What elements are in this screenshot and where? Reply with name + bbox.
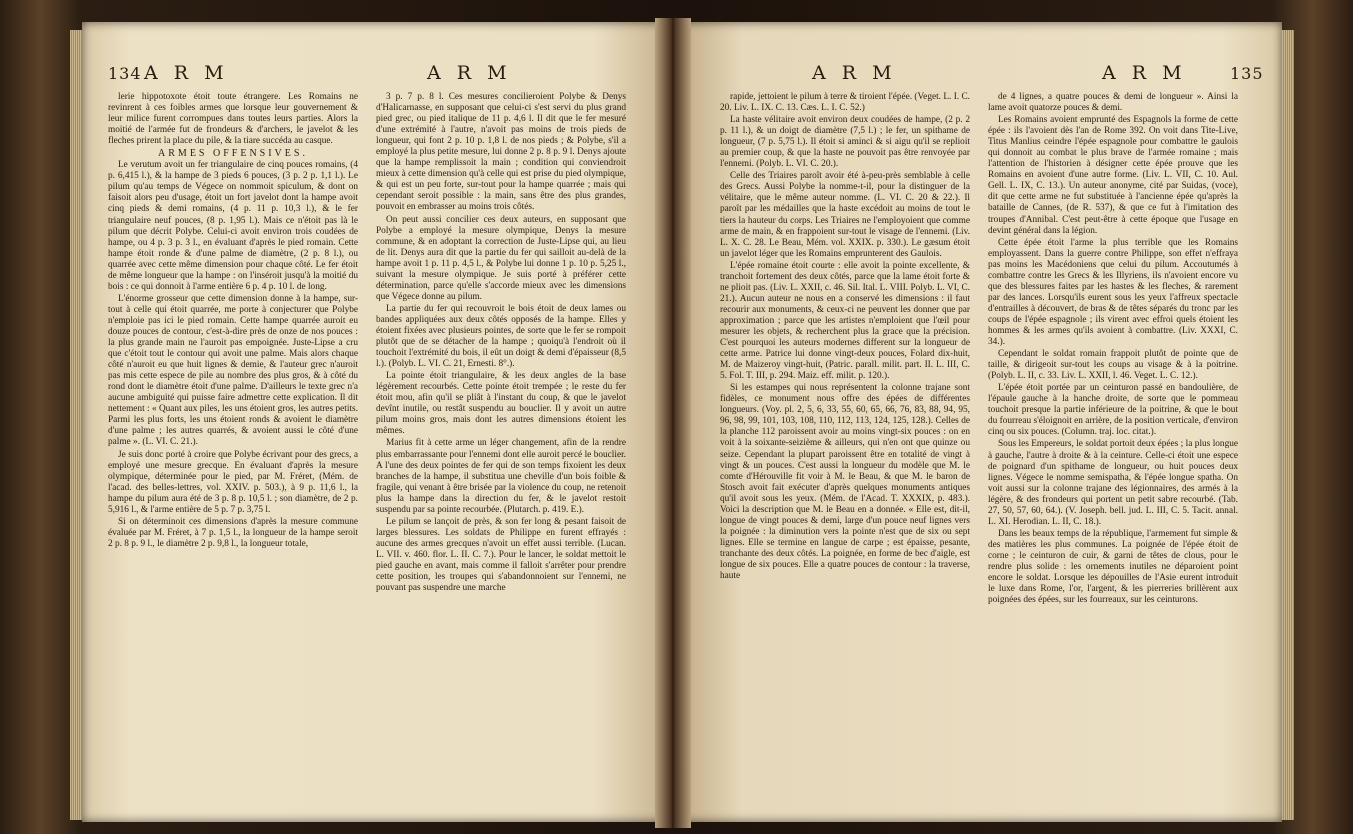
paragraph: L'épée étoit portée par un ceinturon passé en bandoulière, de l'épaule gauche à la hanche droite, de sorte que le pommeau touchoit presque la partie inférieure de la poitrine, & que le bout du fourreau s'éloignoit en arrière, de la position verticale, d'environ cinq ou six pouces. (Column. traj. loc. citat.).	[988, 383, 1238, 438]
paragraph: Marius fit à cette arme un léger changement, afin de la rendre plus embarrassante pour l'ennemi dont elle auroit percé le bouclier. A l'une des deux pointes de fer qui de son temps fixoient les deux branches de la hampe, il substitua une cheville d'un bois foible & fragile, qui venant à être brisée par la violence du coup, ne retenoit plus la hampe dans la direction du fer, & le javelot restoit suspendu par sa pointe recourbée. (Plutarch. p. 419. E.).	[376, 438, 626, 515]
left-page-number: 134	[108, 64, 142, 83]
paragraph: de 4 lignes, a quatre pouces & demi de longueur ». Ainsi la lame avoit quatorze pouces & demi.	[988, 92, 1238, 114]
paragraph: L'épée romaine étoit courte : elle avoit la pointe excellente, & tranchoit fortement des deux côtés, parce que la lame étoit forte & ne plioit pas. (Liv. L. XXII, c. 46. Sil. Ital. L. VIII. Polyb. L. VI, C. 21.). Aucun auteur ne nous en a conservé les dimensions : il faut recourir aux monuments, & ceux-ci ne peuvent les donner que par approximation ; parce que les artistes n'emploient que l'œil pour mesurer les objets, & recherchent plus la grace que la précision. C'est pourquoi les auteurs modernes different sur la longueur de cette arme. Patrice lui donne vingt-deux pouces, Folard dix-huit, M. de Maizeroy vingt-huit, (Patric. parall. milit. part. II. L. III, C. 5. Fol. T. III, p. 294. Maiz. eff. milit. p. 120.).	[720, 260, 970, 382]
right-column-2	[988, 92, 1238, 812]
paragraph: Je suis donc porté à croire que Polybe écrivant pour des grecs, a employé une mesure grecque. En évaluant d'après la mesure olympique, déterminée pour le pied, par M. Fréret, (Mém. de l'acad. des belles-lettres, vol. XXIV. p. 503.), à 9 p. 11,6 l., la hampe du pilum aura été de 3 p. 8 p. 10,5 l. ; son diamètre, de 2 p. 5,916 l., & l'arme entière de 5 p. 7 p. 3,75 l.	[108, 449, 358, 515]
paragraph: Sous les Empereurs, le soldat portoit deux épées ; la plus longue à gauche, l'autre à droite & à la ceinture. Celle-ci étoit une espece de poignard d'un spithame de longueur, ou huit pouces deux lignes. Végece le nomme semispatha, & l'épée longue spatha. On voit aussi sur la colonne trajane des légionnaires, des armés à la légère, & des frondeurs qui portent un petit sabre recourbé. (Tab. 27, 50, 57, 60, 64.). (V. Joseph. bell. jud. L. III, C. 5. Tacit. annal. L. XI. Herodian. L. II, C. 18.).	[988, 439, 1238, 527]
paragraph: Cette épée étoit l'arme la plus terrible que les Romains employassent. Dans la guerre contre Philippe, son effet n'effraya pas moins les Macédoniens que celui du pilum. Accoutumés à combattre contre les Grecs & les Illyriens, ils n'avoient encore vu que des blessures faites par les hastes & les fleches, & rarement par des lances. Lorsqu'ils eurent sous les yeux l'affreux spectacle d'entrailles à découvert, de bras & de têtes séparés du tronc par les coups de l'épée espagnole ; ils virent avec effroi quels étoient les hommes & les armes qu'ils avoient à combattre. (Liv. XXXI, C. 34.).	[988, 237, 1238, 348]
right-running-head	[682, 62, 1282, 86]
paragraph: Si on déterminoit ces dimensions d'après la mesure commune évaluée par M. Fréret, à 7 p. 1,5 l., la longueur de la hampe seroit 2 p. 8 p. 9 l., le diamètre 2 p. 9,8 l., la longueur totale,	[108, 516, 358, 549]
left-page	[82, 22, 664, 822]
section-heading: ARMES OFFENSIVES.	[158, 148, 308, 160]
paragraph: lerie hippotoxote étoit toute étrangere. Les Romains ne revinrent à ces foibles armes que lorsque leur gouvernement & leur milice furent corrompues dans toutes leurs parties. Alors la moitié de l'armée fut de frondeurs & d'archers, le javelot & les fleches prirent la place du pile, & la tiare succéda au casque.	[108, 92, 358, 147]
right-page	[682, 22, 1282, 822]
paragraph: La haste vélitaire avoit environ deux coudées de hampe, (2 p. 2 p. 11 l.), & un doigt de diamètre (7,5 l.) ; le fer, un spithame de longueur, (7 p. 5,75 l.). Il étoit si aminci & si aigu qu'il se replioit au premier coup, & que la haste ne pouvoit pas être renvoyée par l'ennemi. (Polyb. L. VI. C. 20.).	[720, 115, 970, 170]
paragraph: Celle des Triaires paroît avoir été à-peu-près semblable à celle des Grecs. Aussi Polybe la nomme-t-il, pour la distinguer de la vélitaire, que le même auteur nomme. (L. VI. C. 20 & 22.). Il paroît par les médailles que la haste excédoit au moins de tout le tiers la hauteur du corps. Les Triaires ne l'employoient que comme arme de main, & en frappoient sur-tout le visage de l'ennemi. (Liv. L. X. C. 28. Le Beau, Mém. vol. XXIX. p. 330.). Le gæsum étoit un javelot léger que les Romains emprunterent des Gaulois.	[720, 171, 970, 259]
paragraph: Cependant le soldat romain frappoit plutôt de pointe que de taille, & dirigeoit sur-tout les coups au visage & à la poitrine. (Polyb. L. II, c. 33. Liv. L. XXII, l. 46. Veget. L. C. 12.).	[988, 349, 1238, 382]
right-column-1	[720, 92, 970, 812]
paragraph: Le verutum avoit un fer triangulaire de cinq pouces romains, (4 p. 6,415 l.), & la hampe de 3 pieds 6 pouces, (3 p. 2 p. 1,1 l.). Le pilum qu'au temps de Végece on nommoit spiculum, & dont on faisoit alors peu d'usage, étoit un fort javelot dont la hampe avoit cinq pieds & demi romains, (4 p. 11 p. 10,3 l.), & le fer triangulaire neuf pouces, (8 p. 1,95 l.). Mais ce n'étoit pas là le pilum que décrit Polybe. Celui-ci avoit environ trois coudées de hampe, ou 4 p. 3 p. 3 l., en évaluant d'après le pied romain. Cette hampe étoit ronde & d'une palme de diamètre, (2 p. 8 l.), ou quarrée avec cette même dimension pour chaque côté. Le fer étoit de même longueur que la hampe : on l'inséroit jusqu'à la moitié du bois : ce qui donnoit à l'arme entière 6 p. 4 p. 10 l. de long.	[108, 160, 358, 292]
paragraph: rapide, jettoient le pilum à terre & tiroient l'épée. (Veget. L. I. C. 20. Liv. L. IX. C. 13. Cæs. L. I. C. 52.)	[720, 92, 970, 114]
paragraph: Si les estampes qui nous représentent la colonne trajane sont fidèles, ce monument nous offre des épées de différentes longueurs. (Voy. pl. 2, 5, 6, 33, 55, 60, 65, 66, 76, 83, 88, 94, 95, 96, 98, 99, 101, 103, 108, 110, 112, 113, 124, 125, 128.). Celles de la planche 112 paroissent avoir au moins vingt-six pouces : on en voit à la soixante-seizième & ailleurs, qui n'en ont que quinze ou seize. Cependant la plupart paroissent être en totalité de vingt à vingt & un pouces. C'est aussi la longueur du modèle que M. le comte d'Hérouville fit voir à M. le Beau, & que M. le baron de Stosch avoit fait exécuter d'après quelques monuments antiques qu'il avoit sous les yeux. (Mém. de l'Acad. T. XXXIX, p. 483.). Voici la description que M. le Beau en a donnée. « Elle est, dit-il, longue de vingt pouces & demi, large d'un pouce neuf lignes vers la poignée : la diminution vers la pointe n'est que de six ou sept lignes. Elle se termine en langue de carpe ; est épaisse, pesante, tranchante des deux côtés. La poignée, en forme de bec d'aigle, est longue de six pouces. Elle a quatre pouces de contour : la traverse, haute	[720, 383, 970, 582]
left-headword-col2: A R M	[427, 62, 512, 84]
book-gutter	[655, 18, 691, 828]
paragraph: La partie du fer qui recouvroit le bois étoit de deux lames ou bandes appliquées aux deux côtés opposés de la hampe. Elles y étoient fixées avec plusieurs pointes, de sorte que le fer se rompoit plutôt que de se détacher de la hampe ; quoiqu'à l'endroit où il touchoit l'extrémité du bois, il eût un doigt & demi d'épaisseur (8,5 l.). (Polyb. L. VI. C. 21, Ernesti. 8°.).	[376, 303, 626, 370]
right-headword-col2: A R M	[1102, 62, 1187, 84]
right-page-number: 135	[1230, 64, 1264, 83]
paragraph: On peut aussi concilier ces deux auteurs, en supposant que Polybe a employé la mesure olympique, Denys la mesure commune, & en adoptant la correction de Juste-Lipse qui, au lieu de lit. Denys aura dit que la partie du fer qui sailloit au-delà de la hampe avoit 1 p. 11 p. 4,5 l., & Polybe lui donne 1 p. 10 p. 5,25 l., suivant la mesure olympique. Je suis porté à préférer cette détermination, parce qu'elle s'accorde mieux avec les dimensions que Végece donne au pilum.	[376, 214, 626, 302]
paragraph: Les Romains avoient emprunté des Espagnols la forme de cette épée : ils l'avoient dès l'an de Rome 392. On voit dans Tite-Live, Titus Manlius ceindre l'épée espagnole pour combattre le gaulois qui donnoit au combat le plus brave de l'armée romaine ; mais l'attention de l'historien à désigner cette épée prouve que les Romains en avoient d'une autre forme. (Liv. L. VII, C. 10. Aul. Gell. L. IX, C. 13.). Un auteur anonyme, cité par Suidas, (voce), dit que cette arme ne fut substituée à l'ancienne épée qu'après la bataille de Cannes, (de R. 537), & que ce fut à l'imitation des troupes d'Annibal. C'est peut-être à cette époque que l'usage en devint général dans la légion.	[988, 115, 1238, 236]
paragraph: L'énorme grosseur que cette dimension donne à la hampe, sur-tout à celle qui étoit quarrée, me porte à conjecturer que Polybe n'emploie pas ici le pied romain. Cette hampe quarrée auroit eu douze pouces de contour, c'est-à-dire près de onze de nos pouces : la plus grande main ne l'auroit pas empoignée. Juste-Lipse a cru que c'étoit tout le contour qui avoit une palme. Mais alors chaque côté n'auroit eu que huit lignes & demie, & l'auteur grec n'auroit pas mis cette espece de pile au nombre des plus gros, & à côté du rond dont le diamètre étoit d'une palme. D'ailleurs le texte grec n'a aucune ambiguité qui puisse faire admettre cette explication. Il dit nettement : « Quant aux piles, les uns étoient gros, les autres petits. Parmi les plus forts, les uns étoient ronds & avoient le diamètre d'une palme ; les autres quarrés, & avoient aussi le côté d'une palme ». (L. VI. C. 21.).	[108, 293, 358, 448]
left-column-1	[108, 92, 358, 812]
left-column-2	[376, 92, 626, 812]
right-headword-col1: A R M	[812, 62, 897, 84]
paragraph: Dans les beaux temps de la république, l'armement fut simple & des matières les plus communes. La poignée de l'épée étoit de corne ; le ceinturon de cuir, & garni de têtes de clous, pour le rendre plus solide : les ornements inutiles ne déparoient point encore le soldat. Lorsque les dépouilles de l'Asie eurent introduit le luxe dans Rome, l'or, l'argent, & les pierreries brillèrent aux poignées des épées, sur les fourreaux, sur les ceinturons.	[988, 528, 1238, 606]
left-running-head	[82, 62, 664, 86]
page-edges-right	[1280, 30, 1294, 820]
paragraph: 3 p. 7 p. 8 l. Ces mesures concilieroient Polybe & Denys d'Halicarnasse, en supposant que celui-ci s'est servi du plus grand pied grec, ou pied italique de 11 p. 4,6 l. Il dit que le fer mesuré d'une extrémité à l'autre, n'avoit pas moins de trois pieds de longueur, qui font 2 p. 10 p. 1,8 l. de nos pieds ; & Polybe, s'il a employé la plus petite mesure, lui donne 2 p. 8 p. 9 l. Denys ajoute que la hampe remplissoit la main ; condition qui conviendroit mieux à cette dimension qu'à celle qui est prise du pied olympique, & qui est un peu forte, sur-tout pour la hampe quarrée ; mais qui cependant seroit possible : la main, sans être des plus grandes, pouvoit en embrasser au moins trois côtés.	[376, 92, 626, 213]
paragraph: Le pilum se lançoit de près, & son fer long & pesant faisoit de larges blessures. Les soldats de Philippe en furent effrayés : aucune des armes grecques n'avoit un effet aussi terrible. (Lucan. L. VII. v. 460. flor. L. II. C. 7.). Pour le lancer, le soldat mettoit le pied gauche en avant, mais comme il falloit s'arrêter pour prendre cette position, les troupes qui s'abandonnoient sur l'ennemi, ne pouvant pas suspendre une marche	[376, 516, 626, 594]
left-headword-col1: A R M	[144, 62, 229, 84]
paragraph: La pointe étoit triangulaire, & les deux angles de la base légèrement recourbés. Cette pointe étoit trempée ; le reste du fer étoit mou, afin qu'il se pliât à l'instant du coup, & que le javelot devînt inutile, ou restât suspendu au bouclier. Il y avoit un autre pilum moins gros, mais dont les autres dimensions étoient les mêmes.	[376, 371, 626, 437]
